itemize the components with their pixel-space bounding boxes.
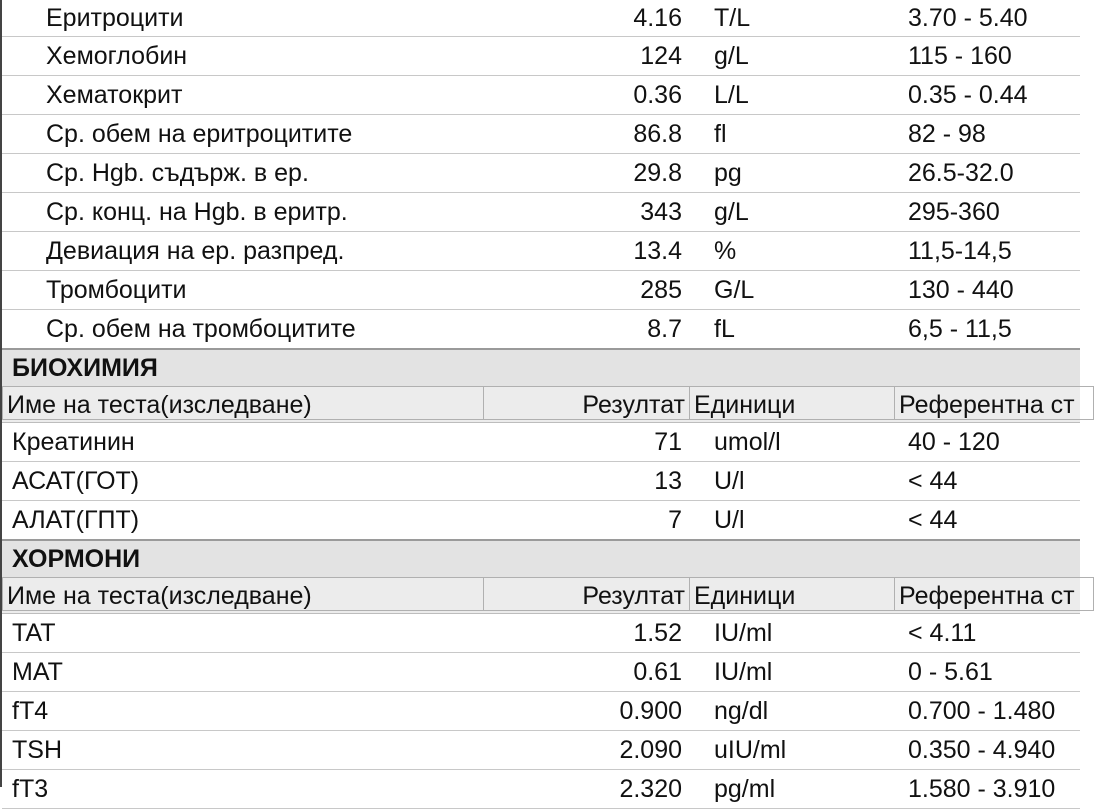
test-name: TAT (12, 619, 56, 647)
test-name: fT4 (12, 697, 49, 725)
test-name: Хематокрит (46, 81, 183, 109)
test-ref-range: 82 - 98 (908, 120, 986, 148)
test-value: 343 (640, 198, 682, 226)
test-unit: pg/ml (714, 775, 776, 803)
test-name: fT3 (12, 775, 49, 803)
test-value: 285 (640, 276, 682, 304)
table-row (2, 692, 1080, 731)
test-name: Девиация на ер. разпред. (46, 237, 345, 265)
test-unit: T/L (714, 4, 751, 32)
table-row (2, 232, 1080, 271)
section-title: БИОХИМИЯ (2, 348, 1080, 386)
test-value: 0.61 (633, 658, 682, 686)
test-name: Ср. обем на еритроцитите (46, 120, 353, 148)
test-value: 13 (654, 467, 682, 495)
test-value: 8.7 (647, 315, 682, 343)
test-name: Ср. Hgb. съдърж. в ер. (46, 159, 309, 187)
test-name: MAT (12, 658, 63, 686)
table-header (2, 386, 1080, 423)
header-ref-range: Референтна ст (894, 577, 1094, 611)
test-unit: G/L (714, 276, 755, 304)
table-row (2, 0, 1080, 37)
test-unit: IU/ml (714, 619, 773, 647)
table-row (2, 653, 1080, 692)
header-ref-range: Референтна ст (894, 386, 1094, 420)
test-unit: g/L (714, 42, 749, 70)
test-value: 7 (668, 506, 682, 534)
test-ref-range: < 44 (908, 467, 958, 495)
test-name: Креатинин (12, 428, 135, 456)
test-ref-range: 0 - 5.61 (908, 658, 993, 686)
header-result: Резултат (483, 577, 690, 611)
test-value: 0.900 (619, 697, 682, 725)
test-unit: g/L (714, 198, 749, 226)
test-ref-range: 26.5-32.0 (908, 159, 1014, 187)
test-name: TSH (12, 736, 62, 764)
section-title: ХОРМОНИ (2, 539, 1080, 577)
test-value: 1.52 (633, 619, 682, 647)
table-row (2, 731, 1080, 770)
test-unit: IU/ml (714, 658, 773, 686)
test-value: 29.8 (633, 159, 682, 187)
test-name: Хемоглобин (46, 42, 188, 70)
test-name: Тромбоцити (46, 276, 187, 304)
hormones-section (2, 539, 1080, 809)
test-unit: ng/dl (714, 697, 769, 725)
table-row (2, 614, 1080, 653)
table-row (2, 501, 1080, 539)
test-unit: U/l (714, 506, 745, 534)
test-value: 124 (640, 42, 682, 70)
test-value: 2.090 (619, 736, 682, 764)
test-ref-range: 115 - 160 (908, 42, 1012, 70)
header-test-name: Име на теста(изследване) (2, 386, 484, 420)
test-ref-range: 0.700 - 1.480 (908, 697, 1056, 725)
test-ref-range: 1.580 - 3.910 (908, 775, 1056, 803)
test-value: 4.16 (633, 4, 682, 32)
table-row (2, 154, 1080, 193)
test-ref-range: 40 - 120 (908, 428, 1000, 456)
test-name: АЛАТ(ГПТ) (12, 506, 140, 534)
table-row (2, 76, 1080, 115)
header-test-name: Име на теста(изследване) (2, 577, 484, 611)
test-ref-range: 11,5-14,5 (908, 237, 1012, 265)
header-units: Единици (689, 386, 895, 420)
table-header (2, 577, 1080, 614)
test-name: АСАТ(ГОТ) (12, 467, 140, 495)
test-value: 2.320 (619, 775, 682, 803)
biochemistry-section (2, 348, 1080, 539)
test-unit: uIU/ml (714, 736, 787, 764)
table-row (2, 115, 1080, 154)
test-name: Ср. конц. на Hgb. в еритр. (46, 198, 348, 226)
table-row (2, 462, 1080, 501)
test-name: Еритроцити (46, 4, 184, 32)
test-ref-range: 0.350 - 4.940 (908, 736, 1056, 764)
test-unit: pg (714, 159, 742, 187)
test-ref-range: 130 - 440 (908, 276, 1014, 304)
test-ref-range: < 4.11 (908, 619, 977, 647)
test-value: 86.8 (633, 120, 682, 148)
test-unit: L/L (714, 81, 749, 109)
table-row (2, 37, 1080, 76)
test-name: Ср. обем на тромбоцитите (46, 315, 356, 343)
table-row (2, 770, 1080, 809)
cbc-table (2, 0, 1080, 348)
test-unit: U/l (714, 467, 745, 495)
test-ref-range: 6,5 - 11,5 (908, 315, 1012, 343)
test-ref-range: < 44 (908, 506, 958, 534)
test-ref-range: 0.35 - 0.44 (908, 81, 1028, 109)
test-value: 13.4 (633, 237, 682, 265)
test-value: 71 (654, 428, 682, 456)
test-unit: umol/l (714, 428, 781, 456)
test-unit: fl (714, 120, 727, 148)
table-row (2, 310, 1080, 348)
test-unit: % (714, 237, 737, 265)
header-units: Единици (689, 577, 895, 611)
test-ref-range: 295-360 (908, 198, 1000, 226)
test-unit: fL (714, 315, 735, 343)
table-row (2, 423, 1080, 462)
table-row (2, 271, 1080, 310)
test-value: 0.36 (633, 81, 682, 109)
table-row (2, 193, 1080, 232)
test-ref-range: 3.70 - 5.40 (908, 4, 1028, 32)
header-result: Резултат (483, 386, 690, 420)
